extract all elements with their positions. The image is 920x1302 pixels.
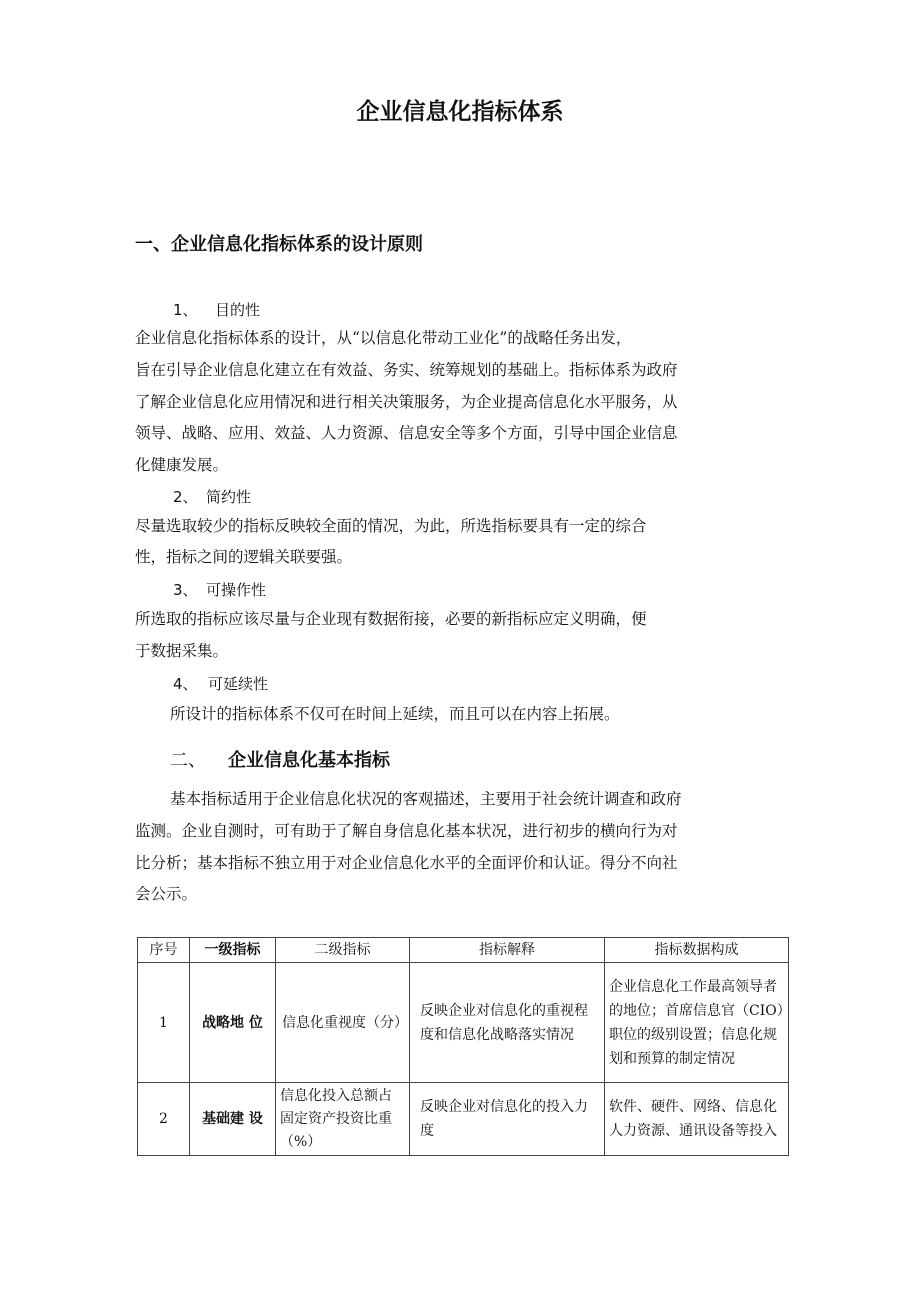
- cell-level2: 信息化投入总额占固定资产投资比重（%）: [276, 1083, 410, 1156]
- principle-3-heading: [173, 579, 266, 600]
- section2-line: 会公示。: [135, 885, 198, 903]
- principle-4-label: 可延续性: [208, 675, 269, 693]
- principle-1-line: 旨在引导企业信息化建立在有效益、务实、统筹规划的基础上。指标体系为政府: [135, 361, 678, 379]
- page-title: 企业信息化指标体系: [356, 99, 564, 125]
- principle-1-label: 目的性: [215, 301, 261, 319]
- cell-data: 企业信息化工作最高领导者的地位；首席信息官（CIO）职位的级别设置；信息化规划和预算的制定情况: [605, 963, 789, 1083]
- section2-line: 基本指标适用于企业信息化状况的客观描述，主要用于社会统计调查和政府: [170, 790, 682, 808]
- cell-no: 2: [138, 1083, 190, 1156]
- table-row: [138, 1083, 789, 1156]
- principle-3-label: 可操作性: [206, 581, 267, 599]
- cell-level1: 基础建 设: [190, 1083, 276, 1156]
- cell-explain: 反映企业对信息化的投入力度: [410, 1083, 605, 1156]
- principle-1-line: 领导、战略、应用、效益、人力资源、信息安全等多个方面，引导中国企业信息: [135, 424, 678, 442]
- section2-number: 二、: [170, 750, 206, 771]
- cell-level2: 信息化重视度（分）: [276, 963, 410, 1083]
- section2-line: 比分析；基本指标不独立用于对企业信息化水平的全面评价和认证。得分不向社: [135, 854, 678, 872]
- section1-heading: 一、企业信息化指标体系的设计原则: [135, 234, 423, 255]
- principle-2-label: 简约性: [206, 488, 252, 506]
- cell-data: 软件、硬件、网络、信息化人力资源、通讯设备等投入: [605, 1083, 789, 1156]
- table-header-row: [138, 938, 789, 963]
- cell-level1: 战略地 位: [190, 963, 276, 1083]
- cell-no: 1: [138, 963, 190, 1083]
- header-explain: 指标解释: [410, 938, 605, 963]
- principle-3-line: 于数据采集。: [135, 642, 229, 660]
- principle-4-heading: [173, 673, 268, 694]
- principle-1-number: 1、: [173, 301, 198, 319]
- header-data: 指标数据构成: [605, 938, 789, 963]
- principle-2-heading: [173, 486, 251, 507]
- principle-1-heading: [173, 299, 260, 320]
- principle-4-number: 4、: [173, 675, 198, 693]
- table-row: [138, 963, 789, 1083]
- principle-1-line: 企业信息化指标体系的设计，从“以信息化带动工业化”的战略任务出发，: [135, 329, 632, 347]
- header-no: 序号: [138, 938, 190, 963]
- principle-3-number: 3、: [173, 581, 198, 599]
- principle-3-line: 所选取的指标应该尽量与企业现有数据衔接，必要的新指标应定义明确，便: [135, 610, 647, 628]
- principle-2-number: 2、: [173, 488, 198, 506]
- header-level1: 一级指标: [190, 938, 276, 963]
- principle-2-line: 性，指标之间的逻辑关联要强。: [135, 548, 353, 566]
- principle-4-line: 所设计的指标体系不仅可在时间上延续，而且可以在内容上拓展。: [170, 705, 620, 723]
- principle-2-line: 尽量选取较少的指标反映较全面的情况，为此，所选指标要具有一定的综合: [135, 517, 647, 535]
- header-level2: 二级指标: [276, 938, 410, 963]
- indicator-table: [137, 937, 789, 1156]
- principle-1-line: 化健康发展。: [135, 456, 229, 474]
- section2-title: 企业信息化基本指标: [228, 750, 390, 771]
- cell-explain: 反映企业对信息化的重视程度和信息化战略落实情况: [410, 963, 605, 1083]
- principle-1-line: 了解企业信息化应用情况和进行相关决策服务，为企业提高信息化水平服务，从: [135, 393, 678, 411]
- section2-line: 监测。企业自测时，可有助于了解自身信息化基本状况，进行初步的横向行为对: [135, 822, 678, 840]
- section2-heading: [170, 746, 390, 772]
